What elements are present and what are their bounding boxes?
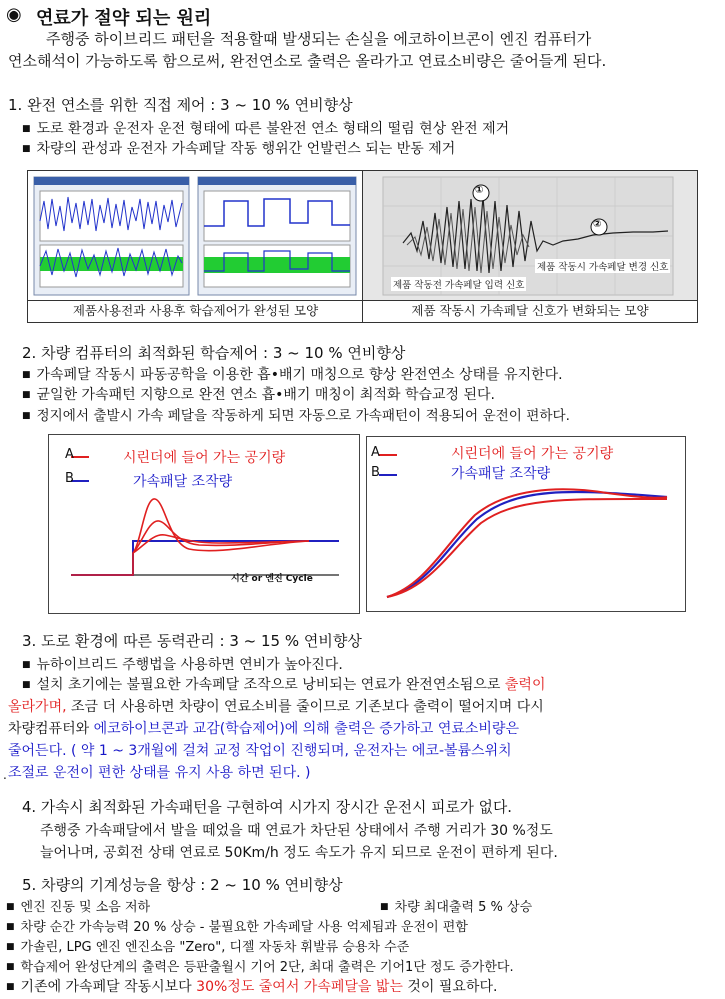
section3-paragraph-line-4: 줄어든다. ( 약 1 ~ 3개월에 걸쳐 교정 작업이 진행되며, 운전자는 에코-볼륨스위치 (8, 743, 512, 759)
section1-bullet: ■ 도로 환경과 운전자 운전 형태에 따른 불완전 연소 형태의 떨림 현상 완전 제거 (22, 118, 509, 138)
section3-heading: 3. 도로 환경에 따른 동력관리 : 3 ~ 15 % 연비향상 (22, 632, 362, 650)
series-a-line-2 (133, 521, 309, 553)
x-axis-label: 시간 or 엔진 Cycle (231, 574, 313, 584)
legend-b-label: 가속패달 조작량 (133, 474, 233, 490)
title-bullet: ◉ (6, 4, 22, 25)
changed-signal-label: 제품 작동시 가속페달 변경 신호 (535, 259, 670, 273)
legend-b-key: B (65, 471, 74, 486)
section1-bullet: ■ 차량의 관성과 운전자 가속페달 작동 행위간 언발런스 되는 반동 제거 (22, 138, 455, 158)
legend-a-label: 시린더에 들어 가는 공기량 (123, 450, 286, 466)
section3-paragraph-line-1: ■ 설치 초기에는 불필요한 가속페달 조작으로 낭비되는 연료가 완전연소됨으로 출력이 (22, 674, 545, 694)
legend-b-label: 가속패달 조작량 (451, 466, 551, 482)
section3-paragraph-line-3: 차량컴퓨터와 에코하이브콘과 교감(학습제어)에 의해 출력은 증가하고 연료소비량은 (8, 721, 519, 737)
section1-heading: 1. 완전 연소를 위한 직접 제어 : 3 ~ 10 % 연비향상 (8, 96, 353, 114)
section4-line-2: 늘어나며, 공회전 상태 연료로 50Km/h 정도 속도가 유지 되므로 운전이 편하게 된다. (40, 845, 558, 861)
section2-heading: 2. 차량 컴퓨터의 최적화된 학습제어 : 3 ~ 10 % 연비향상 (22, 344, 406, 362)
legend-a-key: A (65, 447, 74, 462)
section2-bullet: ■ 정지에서 출발시 가속 페달을 작동하게 되면 자동으로 가속패턴이 적용되어 운전이 편하다. (22, 404, 570, 424)
page-title: 연료가 절약 되는 원리 (36, 8, 212, 29)
section5-bullet: ■ 차량 순간 가속능력 20 % 상승 - 불필요한 가속페달 사용 억제됨과 운전이 편함 (6, 916, 468, 935)
input-signal-label: 제품 작동전 가속페달 입력 신호 (391, 277, 526, 291)
stray-dot: . (3, 768, 7, 782)
series-b-line (71, 541, 339, 575)
section5-bullet: ■ 가솔린, LPG 엔진 엔진소음 "Zero", 디젤 자동차 휘발류 승용차 수준 (6, 936, 409, 955)
legend-a-key: A (371, 445, 380, 460)
marker-2: ② (593, 219, 602, 230)
series-b-line (387, 492, 667, 597)
figure-right-caption: 제품 작동시 가속페달 신호가 변화되는 모양 (362, 300, 698, 323)
section3-paragraph-line-2: 올라가며, 조금 더 사용하면 차량이 연료소비를 줄이므로 기존보다 출력이 떨어지며 다시 (8, 699, 544, 715)
intro-line-2: 연소해석이 가능하도록 함으로써, 완전연소로 출력은 올라가고 연료소비량은 줄어들게 된다. (8, 52, 607, 70)
marker-1: ① (475, 185, 484, 196)
section4-line-1: 주행중 가속패달에서 발을 떼었을 때 연료가 차단된 상태에서 주행 거리가 30 %정도 (40, 823, 553, 839)
screenshot-graphics (28, 171, 363, 301)
intro-line-1: 주행중 하이브리드 패턴을 적용할때 발생되는 손실을 에코하이브콘이 엔진 컴퓨터가 (46, 30, 592, 48)
chart-right (366, 436, 686, 612)
section3-paragraph-line-5: 조절로 운전이 편한 상태를 유지 사용 하면 된다. ) (8, 765, 311, 781)
section3-bullet: ■ 뉴하이브리드 주행법을 사용하면 연비가 높아진다. (22, 654, 343, 674)
section2-bullet: ■ 균일한 가속패턴 지향으로 완전 연소 흡•배기 매칭이 최적화 학습교정 된다. (22, 384, 495, 404)
section5-bullet: ■ 학습제어 완성단계의 출력은 등판출월시 기어 2단, 최대 출력은 기어1단 정도 증가한다. (6, 956, 514, 975)
section4-heading: 4. 가속시 최적화된 가속패턴을 구현하여 시가지 장시간 운전시 피로가 없다. (22, 799, 512, 816)
legend-b-key: B (371, 465, 380, 480)
legend-a-label: 시린더에 들어 가는 공기량 (451, 446, 614, 462)
series-a-line-1 (71, 499, 309, 575)
figure-left-caption: 제품사용전과 사용후 학습제어가 완성된 모양 (27, 300, 364, 323)
section2-bullet: ■ 가속페달 작동시 파동공학을 이용한 흡•배기 매칭으로 향상 완전연소 상태를 유지한다. (22, 364, 563, 384)
series-a-line-2 (387, 499, 667, 597)
section5-bullet-last: ■ 기존에 가속페달 작동시보다 30%정도 줄여서 가속페달을 밟는 것이 필요하다. (6, 976, 497, 996)
oscilloscope-photo (362, 170, 698, 302)
section5-heading: 5. 차량의 기계성능을 항상 : 2 ~ 10 % 연비향상 (22, 876, 343, 894)
section5-bullet: ■ 차량 최대출력 5 % 상승 (380, 896, 532, 915)
chart-left (48, 434, 360, 614)
learning-control-screenshots (27, 170, 364, 302)
section5-bullet: ■ 엔진 진동 및 소음 저하 (6, 896, 150, 915)
